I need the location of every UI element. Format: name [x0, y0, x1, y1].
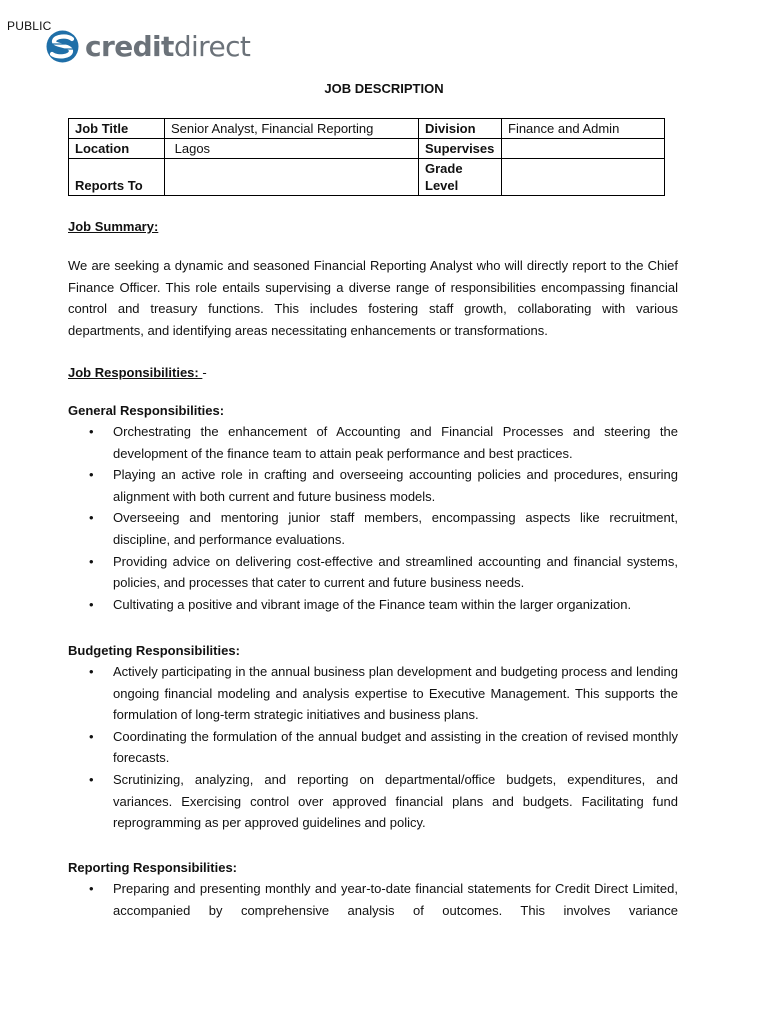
job-summary-text: We are seeking a dynamic and seasoned Financial Reporting Analyst who will directly report to the Chief Finance Officer. This role entails supervising a diverse range of responsibilities encompassing financial control and treasury functions. This includes fostering staff growth, collaborating with various departments, and identifying areas necessitating enhancements or transformations. [68, 258, 678, 338]
document-title: JOB DESCRIPTION [324, 81, 444, 96]
location-label: Location [69, 139, 165, 159]
company-logo [45, 30, 250, 63]
supervises-value [502, 139, 665, 159]
job-info-table [68, 118, 665, 196]
classification-label: PUBLIC [7, 19, 52, 33]
job-responsibilities-heading: Job Responsibilities: - [68, 365, 207, 380]
list-item: • Coordinating the formulation of the annual budget and assisting in the creation of revised monthly forecasts. [68, 726, 678, 769]
budgeting-responsibilities-heading: Budgeting Responsibilities: [68, 643, 240, 658]
logo-wordmark: creditdirect [85, 29, 251, 63]
job-summary-heading: Job Summary: [68, 219, 159, 234]
reports-to-label: Reports To [69, 159, 165, 196]
list-item: • Providing advice on delivering cost-effective and streamlined accounting and financial systems, policies, and processes that cater to current and future business needs. [68, 551, 678, 594]
grade-level-value [502, 159, 665, 196]
list-item: • Scrutinizing, analyzing, and reporting on departmental/office budgets, expenditures, and variances. Exercising control over approved financial plans and budgets. Facilitating fund reprogramming as per approved guidelines and policy. [68, 769, 678, 834]
budgeting-responsibilities-list [68, 661, 678, 834]
general-responsibilities-heading: General Responsibilities: [68, 403, 225, 418]
list-item: • Orchestrating the enhancement of Accounting and Financial Processes and steering the development of the finance team to attain peak performance and best practices. [68, 421, 678, 464]
reporting-responsibilities [68, 860, 678, 921]
reporting-responsibilities-heading: Reporting Responsibilities: [68, 860, 238, 875]
grade-level-label: Grade Level [419, 159, 502, 196]
credit-direct-logo-icon [45, 30, 80, 63]
job-title-value: Senior Analyst, Financial Reporting [165, 119, 419, 139]
reporting-responsibilities-list [68, 878, 678, 921]
division-value: Finance and Admin [502, 119, 665, 139]
general-responsibilities-list [68, 421, 678, 615]
location-value: Lagos [165, 139, 419, 159]
budgeting-responsibilities [68, 643, 678, 834]
reports-to-value [165, 159, 419, 196]
list-item: • Actively participating in the annual business plan development and budgeting process and lending ongoing financial modeling and analysis expertise to Executive Management. This supports the formulation of long-term strategic initiatives and business plans. [68, 661, 678, 726]
supervises-label: Supervises [419, 139, 502, 159]
division-label: Division [419, 119, 502, 139]
list-item: • Overseeing and mentoring junior staff members, encompassing aspects like recruitment, discipline, and performance evaluations. [68, 507, 678, 550]
general-responsibilities [68, 403, 678, 615]
list-item: • Cultivating a positive and vibrant image of the Finance team within the larger organization. [68, 594, 678, 616]
list-item: • Playing an active role in crafting and overseeing accounting policies and procedures, ensuring alignment with both current and future business models. [68, 464, 678, 507]
job-title-label: Job Title [69, 119, 165, 139]
list-item: • Preparing and presenting monthly and year-to-date financial statements for Credit Direct Limited, accompanied by comprehensive analysis of outcomes. This involves variance [68, 878, 678, 921]
